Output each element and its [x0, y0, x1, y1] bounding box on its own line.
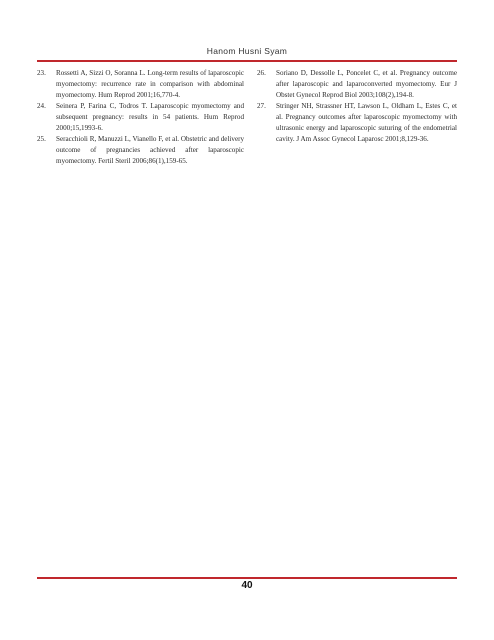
reference-text: Seinera P, Farina C, Todros T. Laparoscopic myomectomy and subsequent pregnancy: results in 54 patients. Hum Reprod 2000;15,1993-6.	[56, 102, 244, 132]
reference-list-right-column	[257, 68, 457, 145]
reference-text: Stringer NH, Strassner HT, Lawson L, Oldham L, Estes C, et al. Pregnancy outcomes after laparoscopic myomectomy with ultrasonic energy and laparoscopic suturing of the endometrial cavity. J Am Assoc Gynecol Laparosc 2001;8,129-36.	[276, 102, 457, 143]
reference-number: 25.	[37, 135, 46, 143]
reference-text: Seracchioli R, Manuzzi L, Vianello F, et al. Obstetric and delivery outcome of pregnancies achieved after laparoscopic myomectomy. Fertil Steril 2006;86(1),159-65.	[56, 135, 244, 165]
reference-item-23	[37, 68, 244, 101]
reference-item-25	[37, 134, 244, 167]
header-rule	[37, 60, 457, 62]
reference-number: 23.	[37, 69, 46, 77]
reference-text: Soriano D, Dessolle L, Poncelet C, et al. Pregnancy outcome after laparoscopic and laparoconverted myomectomy. Eur J Obstet Gynecol Reprod Biol 2003;108(2),194-8.	[276, 69, 457, 99]
reference-number: 24.	[37, 102, 46, 110]
reference-list-left-column	[37, 68, 244, 167]
reference-number: 26.	[257, 69, 266, 77]
reference-text: Rossetti A, Sizzi O, Soranna L. Long-term results of laparoscopic myomectomy: recurrence rate in comparison with abdominal myomectomy. Hum Reprod 2001;16,770-4.	[56, 69, 244, 99]
running-header-author: Hanom Husni Syam	[206, 46, 288, 56]
reference-item-24	[37, 101, 244, 134]
reference-number: 27.	[257, 102, 266, 110]
page-number: 40	[241, 580, 253, 591]
footer-rule	[37, 577, 457, 579]
reference-item-26	[257, 68, 457, 101]
reference-item-27	[257, 101, 457, 145]
